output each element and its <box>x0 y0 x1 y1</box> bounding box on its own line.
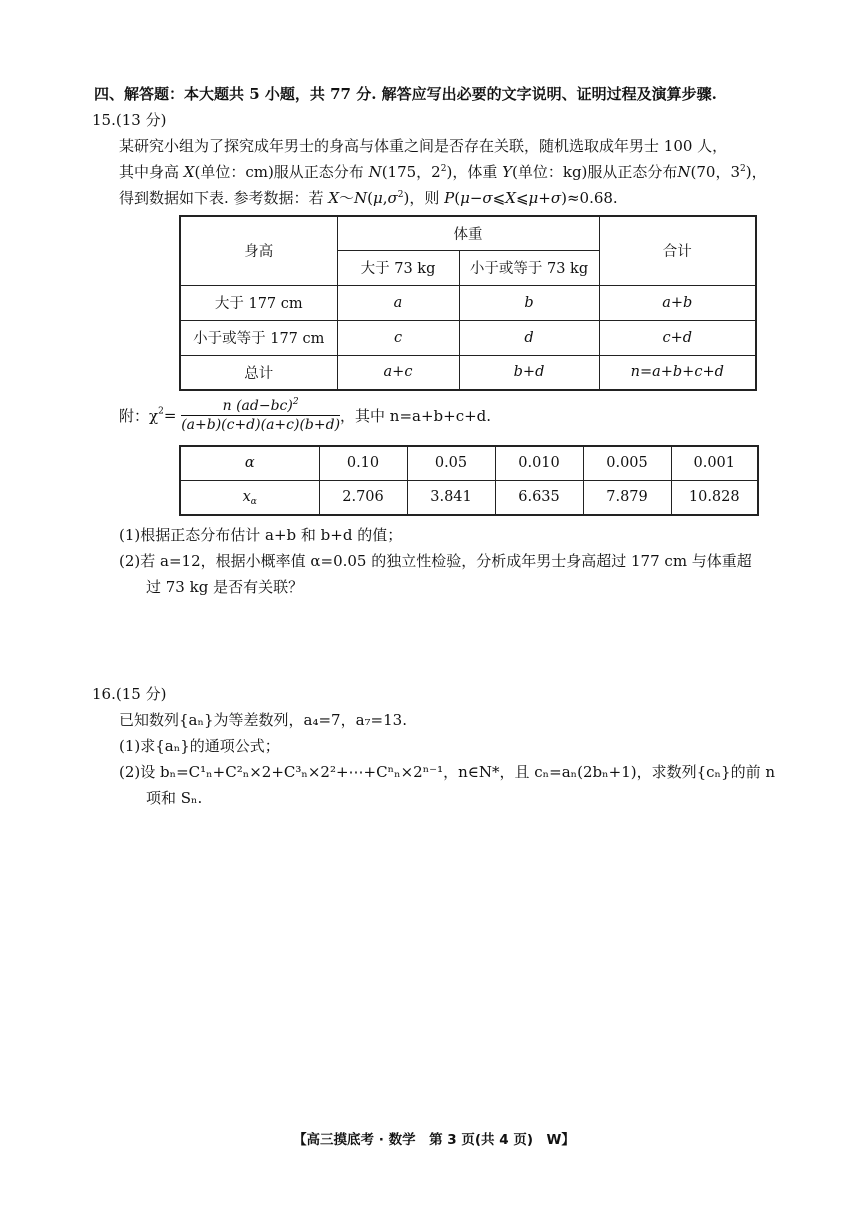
q16-header <box>92 683 166 704</box>
row-label-under-177: 小于或等于 177 cm <box>180 320 337 355</box>
header-weight-over-73: 大于 73 kg <box>337 250 459 285</box>
cell-c: c <box>337 320 459 355</box>
alpha-value: 0.05 <box>407 446 495 480</box>
q16-part2-line2: 项和 Sₙ. <box>146 789 203 807</box>
q15-line3-text: ～ <box>339 189 355 207</box>
alpha-value: 0.001 <box>671 446 758 480</box>
q15-line3-text: )，则 <box>403 189 445 207</box>
row-label-over-177: 大于 177 cm <box>180 285 337 320</box>
q16-number: 16. <box>92 685 116 703</box>
cell-d: d <box>459 320 599 355</box>
cell-c-plus-d: c+d <box>599 320 756 355</box>
q15-line1: 某研究小组为了探究成年男士的身高与体重之间是否存在关联，随机选取成年男士 100 人， <box>119 137 728 155</box>
formula-numerator: n (ad−bc) <box>222 398 293 414</box>
header-total: 合计 <box>599 216 756 285</box>
cell-b-plus-d: b+d <box>459 355 599 390</box>
x-alpha-label: $x_\alpha$ <box>180 480 319 515</box>
q15-line3: 得到数据如下表. 参考数据：若 $X\sim N(\mu,\sigma^2)$，则 P(μ−σ⩽X⩽μ+σ)≈0.68. <box>119 189 618 207</box>
q15-line2-text: (单位：cm)服从正态分布 <box>194 163 369 181</box>
q15-line2-text: 其中身高 <box>119 163 184 181</box>
header-weight-under-73: 小于或等于 73 kg <box>459 250 599 285</box>
q15-line2: 其中身高 X(单位：cm)服从正态分布 N(175，$2^2$)，体重 Y(单位：kg)服从正态分布N(70，$3^2$)， <box>119 163 767 181</box>
q15-header <box>92 109 166 130</box>
x-alpha-value: 3.841 <box>407 480 495 515</box>
x-alpha-value: 7.879 <box>583 480 671 515</box>
critical-value-table <box>179 445 759 516</box>
formula-denominator: (a+b)(c+d)(a+c)(b+d) <box>181 417 341 433</box>
q15-part2-line1: (2)若 a=12，根据小概率值 α=0.05 的独立性检验，分析成年男士身高超过 177 cm 与体重超 <box>119 552 752 570</box>
cell-a: a <box>337 285 459 320</box>
cell-a-plus-c: a+c <box>337 355 459 390</box>
q16-points: (15 分) <box>115 685 167 703</box>
formula-suffix: ，其中 n=a+b+c+d. <box>340 407 492 425</box>
q15-line3-text: ( <box>367 189 373 207</box>
x-alpha-value: 10.828 <box>671 480 758 515</box>
header-weight: 体重 <box>337 216 599 250</box>
cell-a-plus-b: a+b <box>599 285 756 320</box>
chi-square-formula: 附：$\chi^2=$ $\frac{n (ad-bc)^2}{(a+b)(c+d)(a+c)(b+d)}$ ，其中 n=a+b+c+d. <box>119 397 492 433</box>
q15-line2-text: (175，2 <box>381 163 441 181</box>
q15-points: (13 分) <box>115 111 167 129</box>
q15-number: 15. <box>92 111 116 129</box>
q15-part2-line2: 过 73 kg 是否有关联？ <box>146 578 304 596</box>
q16-part1: (1)求{aₙ}的通项公式； <box>119 737 280 755</box>
alpha-value: 0.10 <box>319 446 407 480</box>
header-height: 身高 <box>180 216 337 285</box>
section-heading: 四、解答题：本大题共 5 小题，共 77 分. 解答应写出必要的文字说明、证明过程及演算步骤. <box>94 85 717 103</box>
cell-b: b <box>459 285 599 320</box>
q15-line3-text: ≈0.68. <box>566 189 618 207</box>
alpha-value: 0.005 <box>583 446 671 480</box>
formula-fraction: $\frac{n (ad-bc)^2}{(a+b)(c+d)(a+c)(b+d)}$ <box>181 397 341 433</box>
x-alpha-symbol: x <box>242 489 251 506</box>
page-footer: 【高三摸底考 · 数学 第 3 页(共 4 页) W】 <box>293 1132 575 1148</box>
q16-part2-line1: (2)设 bₙ=C¹ₙ+C²ₙ×2+C³ₙ×2²+⋯+Cⁿₙ×2ⁿ⁻¹，n∈N*，且 cₙ=aₙ(2bₙ+1)，求数列{cₙ}的前 n <box>119 763 776 781</box>
contingency-table <box>179 215 757 391</box>
q15-line2-text: (70，3 <box>690 163 741 181</box>
alpha-label: α <box>180 446 319 480</box>
q15-line2-text: (单位：kg)服从正态分布 <box>512 163 678 181</box>
q15-line2-text: )， <box>745 163 767 181</box>
alpha-value: 0.010 <box>495 446 583 480</box>
x-alpha-value: 2.706 <box>319 480 407 515</box>
row-label-total: 总计 <box>180 355 337 390</box>
q15-line3-text: 得到数据如下表. 参考数据：若 <box>119 189 329 207</box>
q16-line1: 已知数列{aₙ}为等差数列，a₄=7，a₇=13. <box>119 711 407 729</box>
x-alpha-value: 6.635 <box>495 480 583 515</box>
cell-n-total: n=a+b+c+d <box>599 355 756 390</box>
q15-part1: (1)根据正态分布估计 a+b 和 b+d 的值； <box>119 526 403 544</box>
formula-prefix: 附：χ <box>119 407 159 425</box>
q15-line2-text: )，体重 <box>446 163 503 181</box>
